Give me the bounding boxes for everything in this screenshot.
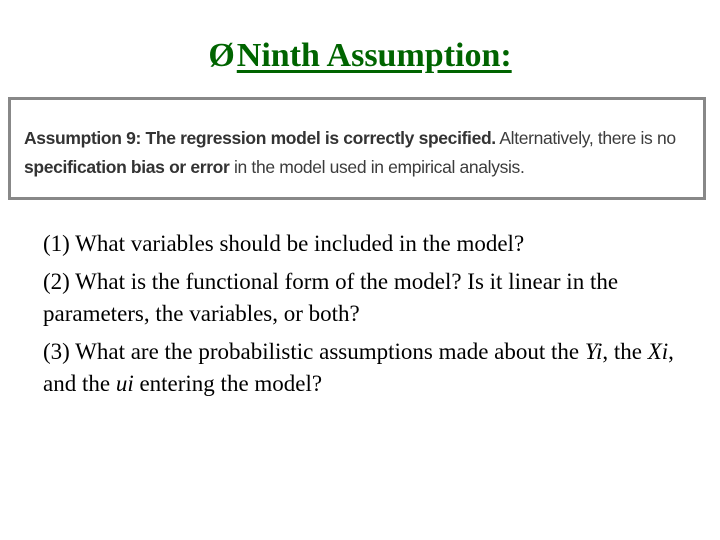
question-3-suffix: entering the model? — [139, 371, 323, 396]
question-list — [43, 228, 693, 406]
assumption-statement: The regression model is correctly specified. — [145, 128, 496, 148]
question-3 — [43, 336, 693, 400]
variable-ui: ui — [115, 371, 134, 396]
question-3-mid1: , the — [602, 339, 642, 364]
assumption-bold-text2: specification bias or error — [24, 157, 230, 177]
slide-title-text: Ninth Assumption: — [236, 37, 512, 74]
question-2: (2) What is the functional form of the model? Is it linear in the parameters, the variables, or both? — [43, 269, 619, 326]
assumption-text-part2: in the model used in empirical analysis. — [234, 157, 525, 177]
question-3-mid2: , and the — [43, 339, 674, 396]
variable-xi: Xi — [647, 339, 669, 364]
question-3-prefix: (3) What are the probabilistic assumptions made about the — [43, 339, 580, 364]
variable-yi: Yi — [584, 339, 603, 364]
arrow-bullet-icon: Ø — [208, 37, 235, 74]
slide-title — [0, 36, 720, 76]
assumption-text-part1: Alternatively, there is no — [499, 128, 676, 148]
question-1: (1) What variables should be included in the model? — [43, 231, 525, 256]
assumption-quote-text — [24, 124, 694, 182]
assumption-label: Assumption 9: — [24, 128, 141, 148]
